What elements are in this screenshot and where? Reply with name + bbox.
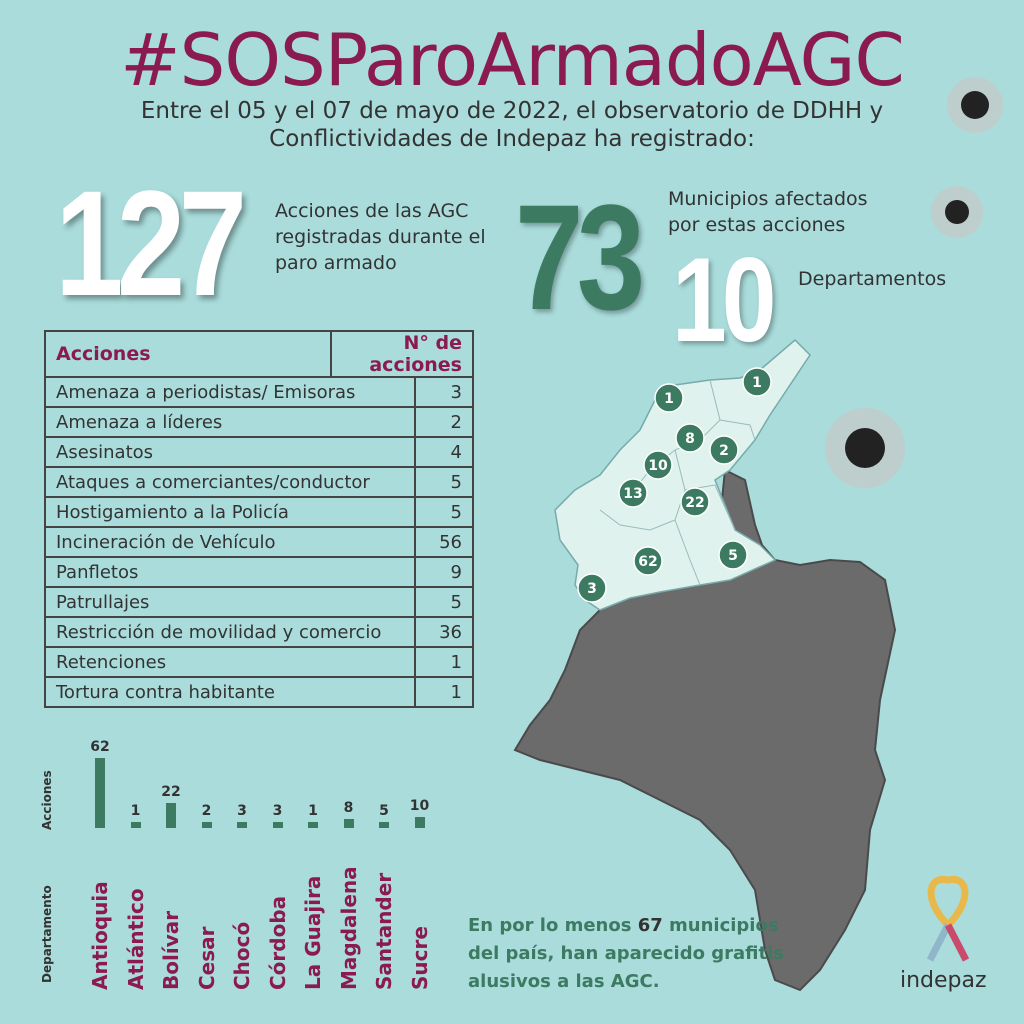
chart-bar [379,822,389,828]
map-marker-label: 1 [752,375,762,391]
map-marker-label: 1 [664,391,674,407]
footer-number: 67 [637,915,663,936]
table-row [45,587,473,617]
chart-bar [237,822,247,828]
map-marker-label: 8 [685,431,695,447]
table-cell-count: 36 [415,617,473,647]
table-cell-accion: Asesinatos [45,437,415,467]
table-cell-count: 3 [415,377,473,407]
municipios-label-line: Municipios afectados [668,188,868,210]
chart-category-label: Sucre [407,926,432,990]
chart-category-label: Córdoba [265,895,290,990]
municipios-total: 73 [515,173,639,341]
table-cell-accion: Restricción de movilidad y comercio [45,617,415,647]
chart-data-label: 8 [343,799,354,816]
table-cell-count: 1 [415,647,473,677]
logo-text: indepaz [900,968,987,993]
footer-line-1 [468,912,828,940]
map-marker-label: 3 [587,581,597,597]
map-marker-label: 10 [648,458,668,474]
bullet-hole-icon [925,180,989,244]
table-cell-count: 5 [415,587,473,617]
table-row [45,437,473,467]
bar-chart [80,740,450,1020]
chart-category-label: Antioquia [88,881,112,990]
chart-data-label: 22 [161,784,181,801]
chart-data-label: 10 [409,797,430,814]
table-cell-count: 2 [415,407,473,437]
map-marker-label: 22 [685,495,705,511]
table-cell-accion: Panfletos [45,557,415,587]
table-row [45,467,473,497]
table-cell-accion: Ataques a comerciantes/conductor [45,467,415,497]
footer-text [468,912,828,996]
chart-category-label: Chocó [230,921,254,990]
municipios-label-line: por estas acciones [668,214,846,236]
table-row [45,677,473,707]
table-cell-accion: Amenaza a periodistas/ Emisoras [45,377,415,407]
map-marker-label: 5 [728,548,738,564]
table-cell-count: 5 [415,467,473,497]
table-cell-count: 4 [415,437,473,467]
chart-data-label: 3 [237,803,247,819]
acciones-label-line: paro armado [275,252,397,274]
chart-bar [273,822,283,828]
acciones-table [44,330,474,708]
chart-bar [131,822,141,828]
table-cell-count: 5 [415,497,473,527]
chart-bar [344,819,354,828]
chart-bar [166,803,176,828]
departamentos-total: 10 [672,233,772,367]
table-cell-accion: Incineración de Vehículo [45,527,415,557]
table-cell-count: 56 [415,527,473,557]
bullet-hole-icon [940,70,1010,140]
table-row [45,647,473,677]
acciones-label [275,198,486,276]
chart-y-axis-label: Acciones [40,770,54,830]
table-cell-accion: Retenciones [45,647,415,677]
footer-part1: En por lo menos [468,915,638,936]
chart-category-label: Cesar [194,926,219,990]
table-header-acciones: Acciones [45,331,331,377]
map-marker-label: 62 [638,554,658,570]
bullet-hole-icon [815,400,915,500]
chart-category-label: La Guajira [301,875,325,990]
map-marker-label: 13 [623,486,643,502]
departamentos-label: Departamentos [798,268,947,290]
table-cell-count: 1 [415,677,473,707]
chart-category-label: Bolívar [159,910,183,990]
table-header-row [45,331,473,377]
municipios-label [668,186,868,238]
footer-line-3: alusivos a las AGC. [468,971,660,992]
chart-data-label: 62 [90,739,110,755]
table-cell-count: 9 [415,557,473,587]
table-row [45,617,473,647]
table-row [45,377,473,407]
footer-part2: municipios [662,915,779,936]
table-cell-accion: Patrullajes [45,587,415,617]
table-row [45,527,473,557]
chart-x-axis-label: Departamento [40,885,54,983]
subtitle-line-1: Entre el 05 y el 07 de mayo de 2022, el observatorio de DDHH y [140,98,884,124]
table-row [45,407,473,437]
acciones-label-line: registradas durante el [275,226,486,248]
chart-data-label: 5 [379,803,389,819]
chart-bar [415,817,425,828]
chart-category-label: Magdalena [336,866,361,990]
chart-data-label: 1 [308,803,318,819]
chart-data-label: 3 [272,803,283,819]
acciones-total: 127 [55,159,241,327]
table-cell-accion: Hostigamiento a la Policía [45,497,415,527]
table-cell-accion: Amenaza a líderes [45,407,415,437]
footer-line-2: del país, han aparecido grafitis [468,943,784,964]
chart-bar [95,758,105,828]
chart-bar [308,822,318,828]
table-header-count: N° de acciones [331,331,473,377]
table-row [45,497,473,527]
acciones-label-line: Acciones de las AGC [275,200,469,222]
map-marker-label: 2 [719,443,729,459]
ribbon-logo-icon [918,870,978,965]
table-row [45,557,473,587]
chart-data-label: 2 [201,803,212,819]
chart-category-label: Atlántico [123,888,148,990]
chart-category-label: Santander [372,872,396,990]
table-cell-accion: Tortura contra habitante [45,677,415,707]
page-title: #SOSParoArmadoAGC [120,18,904,102]
chart-bar [202,822,212,828]
subtitle-line-2: Conflictividades de Indepaz ha registrado: [269,126,755,152]
chart-data-label: 1 [130,803,141,819]
